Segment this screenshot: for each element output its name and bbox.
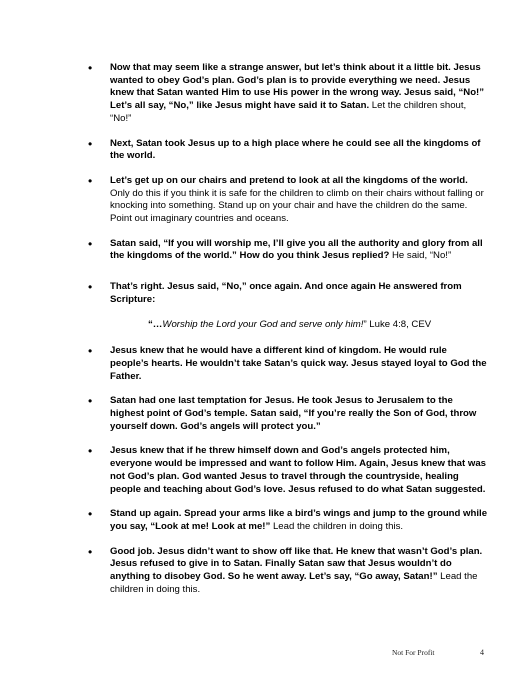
item-bold-text: Let’s get up on our chairs and pretend to look at all the kingdoms of the world. (110, 174, 468, 186)
item-bold-text: Jesus knew that he would have a different kind of kingdom. He would rule people’s hearts. He wouldn’t take Satan’s quick way. Jesus stayed loyal to God the Father. (110, 345, 487, 382)
item-text: Lead the children in doing this. (110, 571, 478, 595)
list-item (88, 175, 488, 226)
item-bold-text: Satan said, “If you will worship me, I’ll give you all the authority and glory from all the kingdoms of the world.” How do you think Jesus replied? (110, 237, 483, 262)
list-item (88, 508, 488, 533)
item-text: Let the children shout, “No!” (110, 100, 467, 124)
item-bold-text: Jesus knew that if he threw himself down and God’s angels protected him, everyone would be impressed and want to follow Him. Again, Jesus knew that was not God’s plan. God wanted Jesus to travel through the countryside, healing people and teaching about God’s love. Jesus refused to do what Satan suggested. (110, 445, 487, 495)
scripture-quote (148, 319, 488, 332)
item-text: Only do this if you think it is safe for the children to climb on their chairs without falling or knocking into something. Stand up on your chair and have the children do the same. Point out imaginary countries and oceans. (110, 187, 484, 225)
item-bold-text: Next, Satan took Jesus up to a high place where he could see all the kingdoms of the world. (110, 137, 481, 162)
list-item (88, 546, 488, 597)
quote-open: “… (148, 318, 163, 330)
item-bold-text: Satan had one last temptation for Jesus. He took Jesus to Jerusalem to the highest point of God’s temple. Satan said, “If you’re really the Son of God, throw yourself down. God’s angels will protect you.” (110, 395, 477, 432)
list-item (88, 445, 488, 496)
quote-citation: ” Luke 4:8, CEV (363, 318, 432, 330)
item-bold-text: Now that may seem like a strange answer, but let’s think about it a little bit. Jesus wanted to obey God’s plan. God’s plan is to provide everything we need. Jesus knew that Satan wanted Him to use His power in the wrong way. Jesus said, “No!” Let’s all say, “No,” like Jesus might have said it to Satan. (110, 62, 485, 112)
list-item (88, 238, 488, 263)
list-item (88, 138, 488, 163)
list-item (88, 395, 488, 433)
page-footer (392, 648, 492, 657)
list-item (88, 345, 488, 383)
footer-label: Not For Profit (392, 648, 435, 657)
item-bold-text: Good job. Jesus didn’t want to show off like that. He knew that wasn’t God’s plan. Jesus refused to give in to Satan. Finally Satan saw that Jesus wouldn’t do anything to disobey God. So he went away. Let’s say, “Go away, Satan!” (110, 545, 483, 583)
page-number: 4 (480, 648, 484, 657)
item-text: He said, “No!” (389, 250, 452, 262)
item-bold-text: Stand up again. Spread your arms like a bird’s wings and jump to the ground while you say, “Look at me! Look at me!” (110, 508, 488, 532)
item-text: Lead the children in doing this. (270, 520, 404, 532)
item-bold-text: That’s right. Jesus said, “No,” once again. And once again He answered from Scripture: (110, 281, 462, 305)
list-item (88, 281, 488, 331)
list-item (88, 62, 488, 126)
bullet-list (88, 62, 488, 597)
quote-text: Worship the Lord your God and serve only him! (162, 318, 364, 330)
